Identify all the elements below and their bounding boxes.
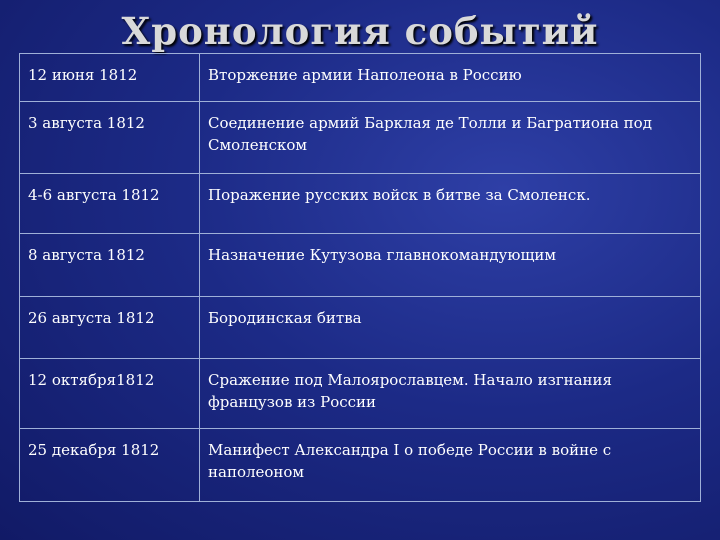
event-cell: Назначение Кутузова главнокомандующим (200, 234, 701, 297)
table-row (20, 102, 701, 174)
slide-title: Хронология событий (121, 9, 599, 53)
event-cell: Бородинская битва (200, 297, 701, 359)
date-cell: 3 августа 1812 (20, 102, 200, 174)
date-cell: 25 декабря 1812 (20, 429, 200, 502)
date-cell: 12 октября1812 (20, 359, 200, 429)
date-cell: 12 июня 1812 (20, 54, 200, 102)
table-row (20, 429, 701, 502)
event-cell: Вторжение армии Наполеона в Россию (200, 54, 701, 102)
table-row (20, 234, 701, 297)
table-row (20, 359, 701, 429)
event-cell: Сражение под Малоярославцем. Начало изгнания французов из России (200, 359, 701, 429)
table-row (20, 174, 701, 234)
event-cell: Поражение русских войск в битве за Смоленск. (200, 174, 701, 234)
date-cell: 8 августа 1812 (20, 234, 200, 297)
table-row (20, 54, 701, 102)
table-row (20, 297, 701, 359)
event-cell: Манифест Александра I о победе России в войне с наполеоном (200, 429, 701, 502)
date-cell: 4-6 августа 1812 (20, 174, 200, 234)
timeline-table (19, 53, 701, 502)
date-cell: 26 августа 1812 (20, 297, 200, 359)
event-cell: Соединение армий Барклая де Толли и Багратиона под Смоленском (200, 102, 701, 174)
